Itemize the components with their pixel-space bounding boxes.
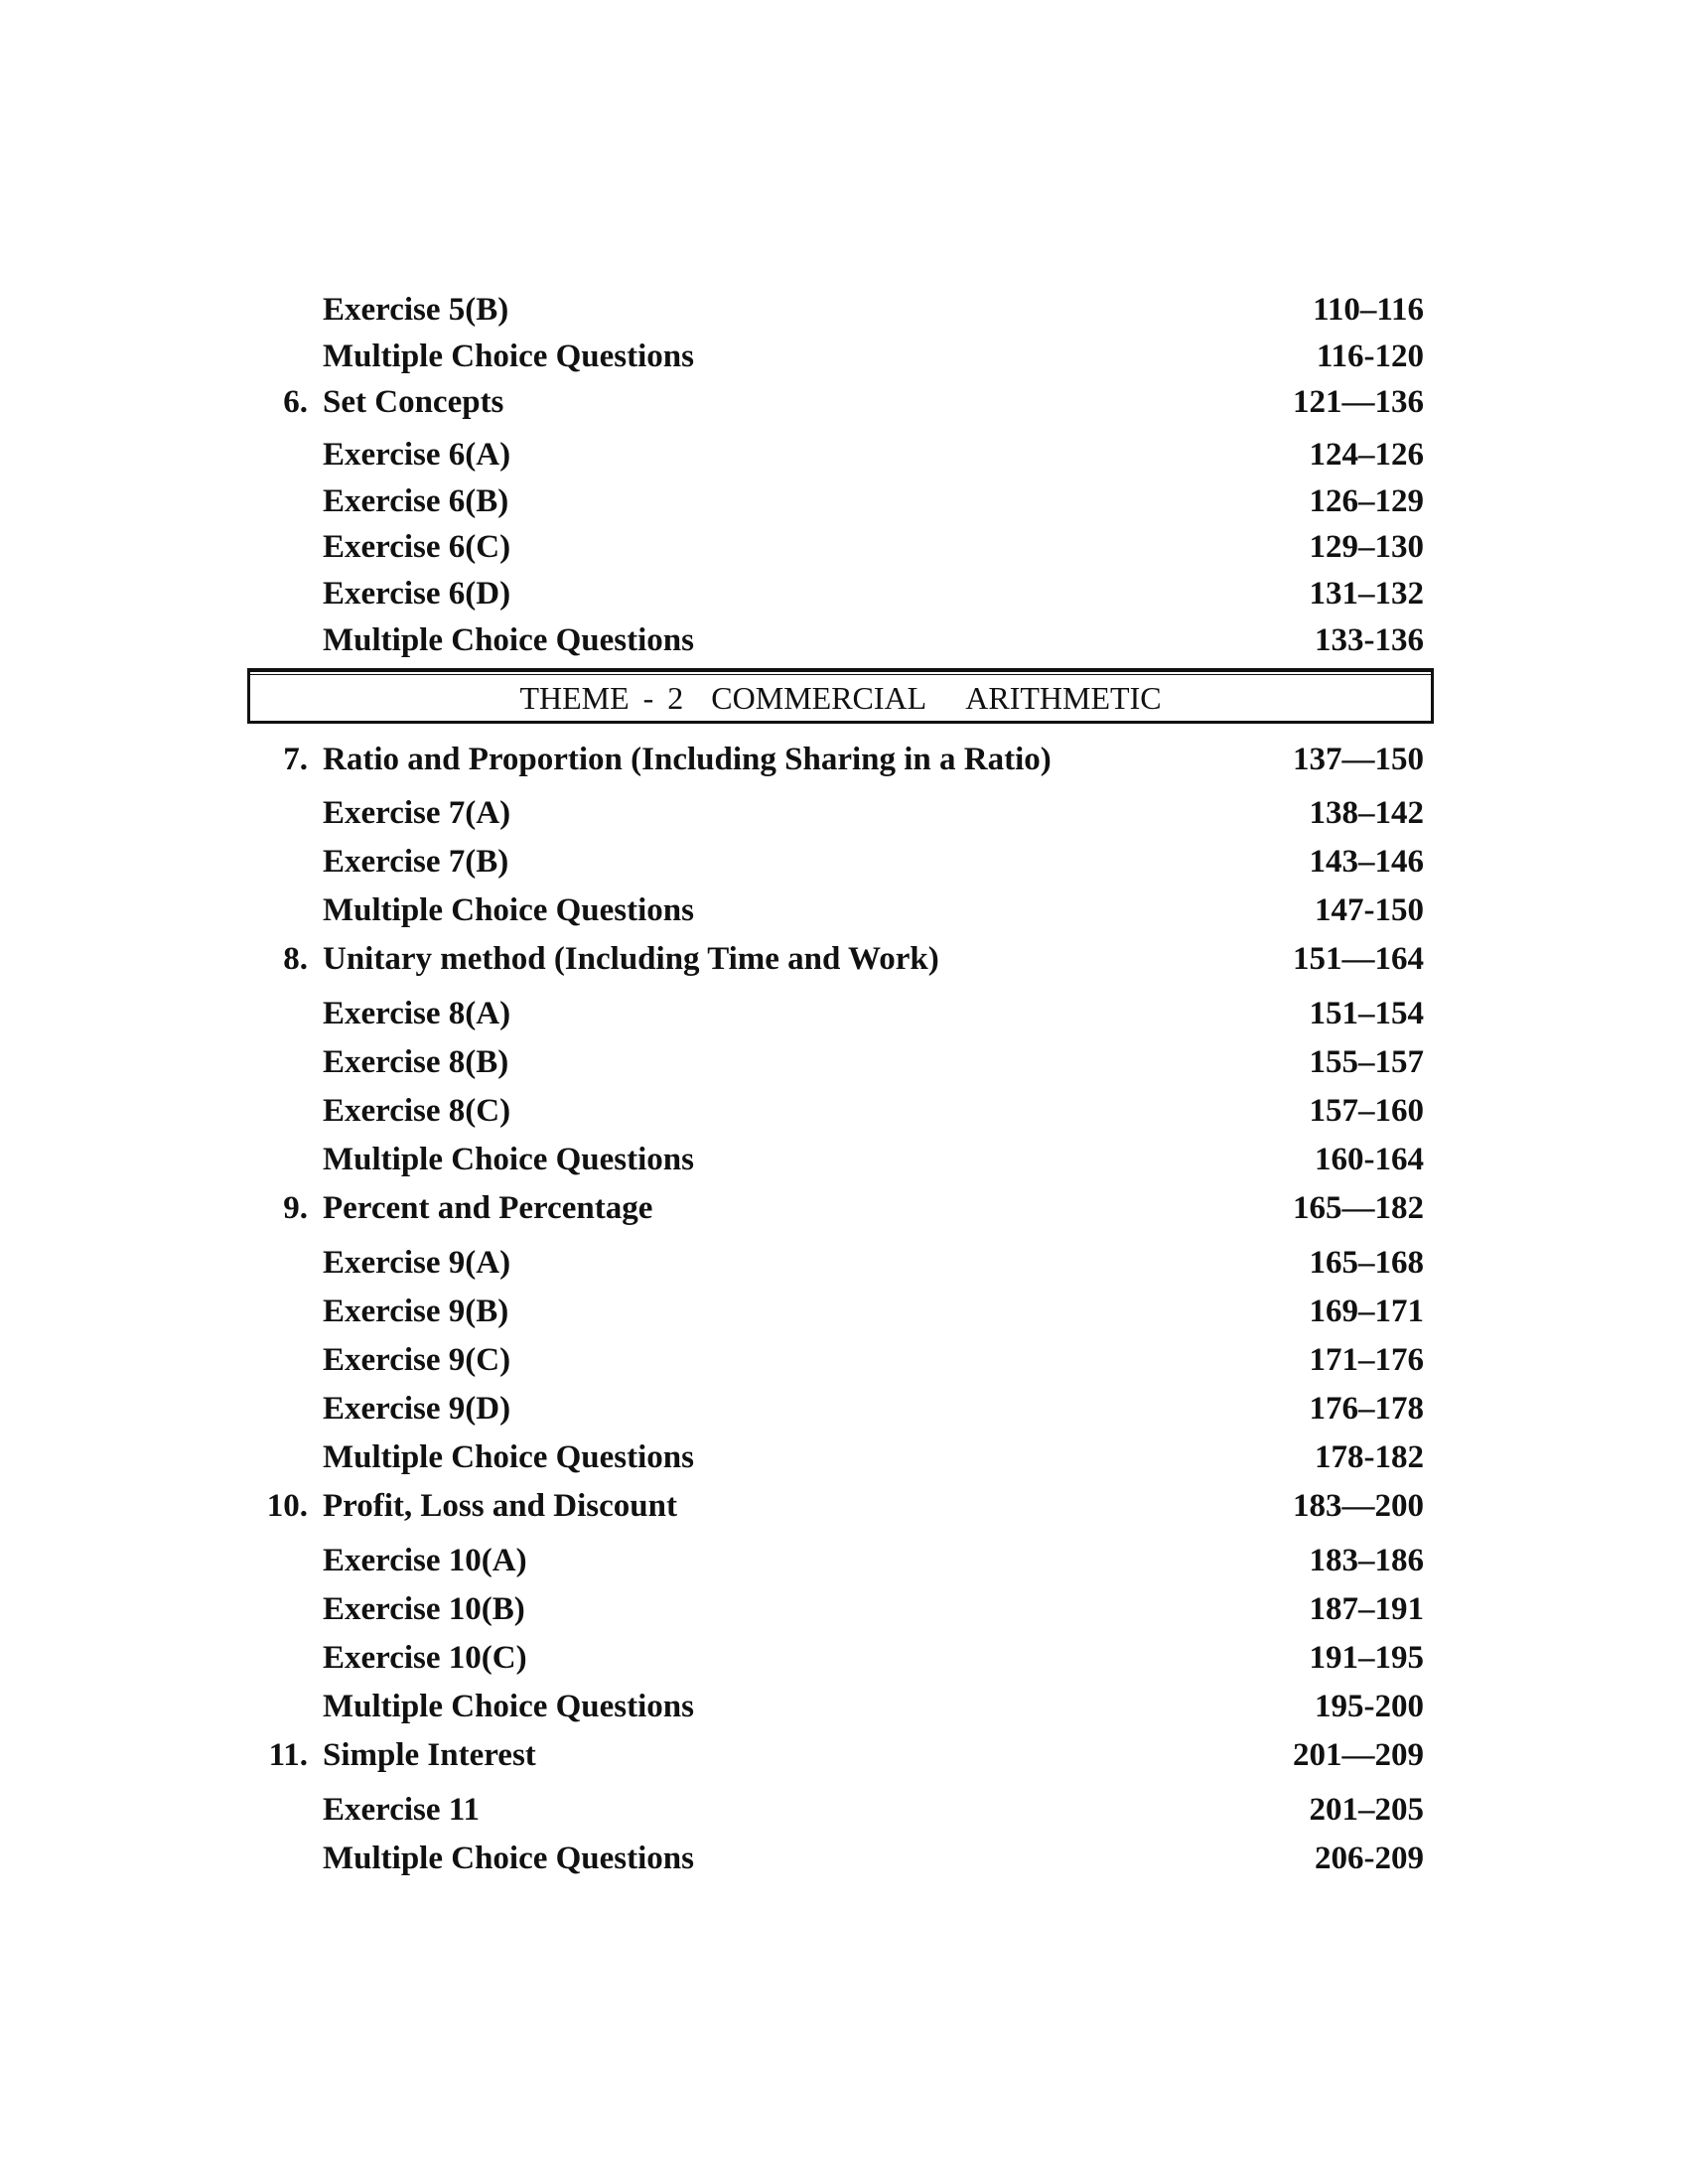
chapter-title: Ratio and Proportion (Including Sharing in a Ratio) <box>323 742 1052 777</box>
page-range: 151—164 <box>1293 941 1424 977</box>
chapter-number: 11. <box>268 1737 308 1773</box>
page-range: 151–154 <box>1309 996 1424 1031</box>
chapter-title: Percent and Percentage <box>323 1190 653 1226</box>
page-range: 171–176 <box>1309 1342 1424 1378</box>
page-range: 183—200 <box>1293 1488 1424 1524</box>
theme-heading: THEME - 2 COMMERCIAL ARITHMETIC <box>519 680 1162 716</box>
entry-title: Exercise 9(D) <box>323 1391 511 1427</box>
entry-title: Exercise 8(A) <box>323 996 511 1031</box>
page-range: 137—150 <box>1293 742 1424 777</box>
page-range: 201—209 <box>1293 1737 1424 1773</box>
entry-title: Multiple Choice Questions <box>323 1841 695 1876</box>
toc-subentry-row <box>0 286 1688 334</box>
toc-subentry-row <box>0 1585 1688 1633</box>
page-range: 116-120 <box>1316 339 1424 374</box>
toc-subentry-row <box>0 1336 1688 1384</box>
page-range: 191–195 <box>1309 1640 1424 1676</box>
page-range: 126–129 <box>1309 483 1424 519</box>
page-range: 121—136 <box>1293 384 1424 420</box>
entry-title: Exercise 8(C) <box>323 1093 511 1129</box>
page-range: 143–146 <box>1309 844 1424 880</box>
toc-subentry-row <box>0 838 1688 886</box>
entry-title: Multiple Choice Questions <box>323 892 695 928</box>
chapter-title: Set Concepts <box>323 384 504 420</box>
chapter-number: 9. <box>283 1190 308 1226</box>
page-range: 169–171 <box>1309 1294 1424 1329</box>
entry-title: Exercise 6(D) <box>323 576 511 612</box>
entry-title: Multiple Choice Questions <box>323 1142 695 1177</box>
entry-title: Exercise 6(C) <box>323 529 511 565</box>
chapter-title: Profit, Loss and Discount <box>323 1488 677 1524</box>
theme-heading-box <box>247 668 1434 724</box>
toc-subentry-row <box>0 1288 1688 1335</box>
toc-subentry-row <box>0 1634 1688 1682</box>
page-range: 129–130 <box>1309 529 1424 565</box>
page-range: 165–168 <box>1309 1245 1424 1281</box>
chapter-number: 6. <box>283 384 308 420</box>
toc-chapter-row <box>0 1184 1688 1232</box>
chapter-number: 7. <box>283 742 308 777</box>
toc-subentry-row <box>0 1239 1688 1287</box>
entry-title: Exercise 8(B) <box>323 1044 509 1080</box>
page-range: 138–142 <box>1309 795 1424 831</box>
page-range: 157–160 <box>1309 1093 1424 1129</box>
entry-title: Multiple Choice Questions <box>323 339 695 374</box>
toc-subentry-row <box>0 990 1688 1037</box>
toc-subentry-row <box>0 1136 1688 1183</box>
entry-title: Exercise 6(B) <box>323 483 509 519</box>
entry-title: Multiple Choice Questions <box>323 1439 695 1475</box>
entry-title: Multiple Choice Questions <box>323 1689 695 1724</box>
toc-chapter-row <box>0 1482 1688 1530</box>
page-range: 201–205 <box>1309 1792 1424 1828</box>
toc-subentry-row <box>0 1683 1688 1730</box>
entry-title: Exercise 9(B) <box>323 1294 509 1329</box>
page-range: 206-209 <box>1315 1841 1424 1876</box>
toc-subentry-row <box>0 1433 1688 1481</box>
toc-subentry-row <box>0 1385 1688 1433</box>
toc-subentry-row <box>0 523 1688 571</box>
page-range: 110–116 <box>1313 292 1424 328</box>
page-range: 133-136 <box>1315 622 1424 658</box>
page-range: 195-200 <box>1315 1689 1424 1724</box>
toc-subentry-row <box>0 333 1688 380</box>
toc-subentry-row <box>0 789 1688 837</box>
toc-subentry-row <box>0 1786 1688 1834</box>
chapter-title: Unitary method (Including Time and Work) <box>323 941 939 977</box>
page-range: 131–132 <box>1309 576 1424 612</box>
page-range: 155–157 <box>1309 1044 1424 1080</box>
page-range: 183–186 <box>1309 1543 1424 1578</box>
entry-title: Exercise 9(C) <box>323 1342 511 1378</box>
entry-title: Exercise 5(B) <box>323 292 509 328</box>
toc-chapter-row <box>0 1731 1688 1779</box>
entry-title: Exercise 9(A) <box>323 1245 511 1281</box>
chapter-title: Simple Interest <box>323 1737 536 1773</box>
chapter-number: 10. <box>266 1488 308 1524</box>
toc-subentry-row <box>0 1038 1688 1086</box>
entry-title: Exercise 10(B) <box>323 1591 525 1627</box>
entry-title: Multiple Choice Questions <box>323 622 695 658</box>
page-range: 124–126 <box>1309 437 1424 473</box>
toc-subentry-row <box>0 478 1688 525</box>
entry-title: Exercise 10(C) <box>323 1640 527 1676</box>
page-range: 165—182 <box>1293 1190 1424 1226</box>
entry-title: Exercise 7(B) <box>323 844 509 880</box>
page-range: 147-150 <box>1315 892 1424 928</box>
page-range: 178-182 <box>1315 1439 1424 1475</box>
toc-chapter-row <box>0 378 1688 426</box>
entry-title: Exercise 11 <box>323 1792 480 1828</box>
toc-chapter-row <box>0 736 1688 783</box>
page-range: 176–178 <box>1309 1391 1424 1427</box>
toc-subentry-row <box>0 1835 1688 1882</box>
toc-subentry-row <box>0 570 1688 617</box>
entry-title: Exercise 10(A) <box>323 1543 527 1578</box>
toc-subentry-row <box>0 431 1688 478</box>
chapter-number: 8. <box>283 941 308 977</box>
toc-subentry-row <box>0 887 1688 934</box>
page-range: 187–191 <box>1309 1591 1424 1627</box>
toc-subentry-row <box>0 1537 1688 1584</box>
entry-title: Exercise 7(A) <box>323 795 511 831</box>
toc-subentry-row <box>0 1087 1688 1135</box>
page-range: 160-164 <box>1315 1142 1424 1177</box>
toc-chapter-row <box>0 935 1688 983</box>
entry-title: Exercise 6(A) <box>323 437 511 473</box>
toc-subentry-row <box>0 616 1688 664</box>
